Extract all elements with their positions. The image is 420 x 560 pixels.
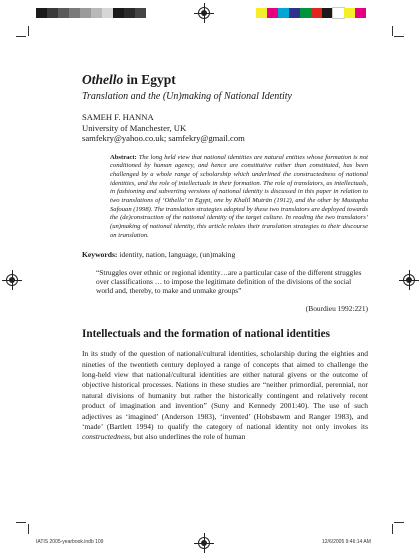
color-swatch [333,8,344,18]
crop-mark [28,26,29,36]
color-swatch [267,8,278,18]
color-swatch [135,8,146,18]
color-swatch [289,8,300,18]
color-swatch [113,8,124,18]
color-swatch [311,8,322,18]
color-swatch [69,8,80,18]
author-emails: samfekry@yahoo.co.uk; samfekry@gmail.com [82,133,245,143]
crop-mark [394,522,404,523]
abstract-text: The long held view that national identities are natural entities whose formation is not conditioned by human agency, and hence are constitutive rather than constituted, has been challenged by a whole range of scholarship which underlined the constructedness of national identities, and the role of intellectuals in their formation. The role of translators, as intellectuals, in fashioning and subverting versions of national identity is discussed in this paper in relation to two translations of ‘Othello’ in Egypt, one by Khalīl Mutrān (1912), and the other by Mustapha Safouan (1998). The translation strategies adopted by these two translators are deployed towards the (de)construction of the national identity of the target culture. In reading the two translators’ (un)making of national identity, this article relates their translation strategies to their discourse on translation. [110,153,368,239]
author-name: SAMEH F. HANNA [82,112,154,122]
grayscale-color-bar [36,8,146,18]
crop-mark [394,36,404,37]
registration-mark-right-icon [403,274,415,286]
color-swatch [91,8,102,18]
color-swatch [36,8,47,18]
author-affiliation: University of Manchester, UK [82,122,187,133]
crop-mark [392,524,393,534]
color-swatch [102,8,113,18]
body-paragraph [82,349,368,443]
color-swatch [256,8,267,18]
crop-mark [16,522,26,523]
crop-mark [28,524,29,534]
registration-mark-left-icon [6,274,18,286]
color-swatch [344,8,355,18]
article-page [82,72,368,443]
color-swatch [278,8,289,18]
color-swatch [58,8,69,18]
body-text-1: In its study of the question of national/cultural identities, scholarship during the eighties and nineties of the twentieth century deployed a range of concepts that aimed to challenge the long-held view that national/cultural identities are either natural givens or the outcome of objective historical processes. Nations in these studies are “neither primordial, perennial, nor natural divisions of humanity but rather the historically contingent and relatively recent product of imagination and invention” (Suny and Kennedy 2001:40). The use of such adjectives as ‘imagined’ (Anderson 1983), ‘invented’ (Hobsbawm and Ranger 1983), and ‘made’ (Bartlett 1994) to qualify the category of national identity not only invokes its [82,349,368,431]
author-block [82,112,368,144]
registration-mark-top-icon [198,7,210,19]
abstract [110,154,368,241]
section-heading: Intellectuals and the formation of national identities [82,328,330,341]
color-swatch [300,8,311,18]
color-swatch [47,8,58,18]
crop-mark [16,36,26,37]
color-swatch [124,8,135,18]
keywords-label: Keywords: [82,249,118,259]
body-emphasis: constructedness [82,432,130,442]
color-swatch [322,8,333,18]
color-swatch [355,8,366,18]
footer-file-slug: IATIS 2005-yearbook.indb 109 [36,539,104,545]
article-title-rest: in Egypt [123,72,176,87]
epigraph-citation: (Bourdieu 1992:221) [305,303,368,313]
keywords-list: identity, nation, language, (un)making [117,249,236,259]
color-swatch [80,8,91,18]
footer-timestamp: 12/6/2005 9:46:14 AM [322,539,371,545]
epigraph-quote: “Struggles over ethnic or regional identity…are a particular case of the different struggles over classifications … to impose the legitimate definition of the divisions of the social world and, thereby, to make and unmake groups” [96,267,362,296]
crop-mark [392,26,393,36]
process-color-bar [256,8,366,18]
article-title [82,72,368,88]
abstract-label: Abstract: [110,153,137,161]
registration-mark-bottom-icon [198,537,210,549]
article-subtitle: Translation and the (Un)making of National Identity [82,91,292,102]
keywords [82,250,368,260]
body-text-2: , but also underlines the role of human [129,432,246,442]
article-title-italic: Othello [82,72,124,87]
